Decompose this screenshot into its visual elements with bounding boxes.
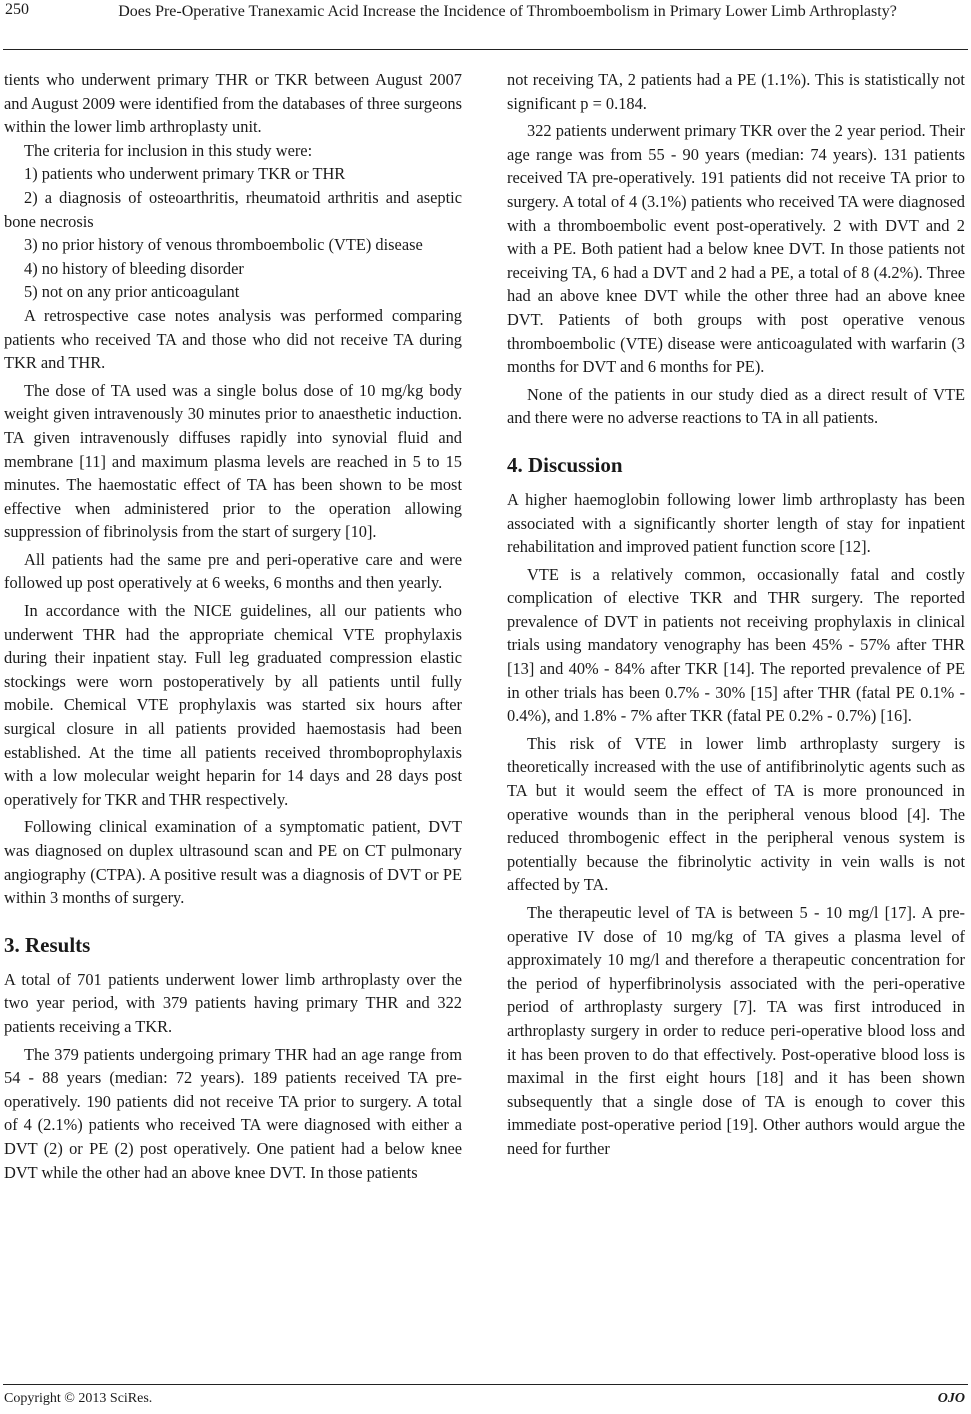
- journal-abbreviation: OJO: [937, 1391, 965, 1406]
- footer-divider: [3, 1384, 968, 1385]
- copyright-notice: Copyright © 2013 SciRes.: [4, 1391, 153, 1406]
- paragraph: All patients had the same pre and peri-operative care and were followed up post operatively at 6 weeks, 6 months and then yearly.: [4, 549, 462, 593]
- criteria-item: 1) patients who underwent primary TKR or THR: [24, 164, 346, 184]
- criteria-item: 4) no history of bleeding disorder: [24, 258, 244, 278]
- paragraph: not receiving TA, 2 patients had a PE (1.1%). This is statistically not significant p = 0.184.: [507, 70, 965, 113]
- header-divider: [3, 49, 968, 50]
- paragraph: The criteria for inclusion in this study were:: [24, 140, 313, 160]
- paragraph: This risk of VTE in lower limb arthroplasty surgery is theoretically increased with the use of antifibrinolytic agents such as TA but it would seem the effect of TA is more pronounced in operative wounds than in the peripheral venous blood [4]. The reduced thrombogenic effect in the peripheral venous system is potentially because the fibrinolytic activity in vein walls is not affected by TA.: [507, 733, 965, 895]
- page-number: 250: [5, 1, 29, 18]
- paragraph: The 379 patients undergoing primary THR had an age range from 54 - 88 years (median: 72 years). 189 patients received TA pre-operatively. 190 patients did not receive TA prior to surgery. A total of 4 (2.1%) patients who received TA were diagnosed with either a DVT (2) or PE (2) post operatively. One patient had a below knee DVT while the other had an above knee DVT. In those patients: [4, 1044, 462, 1182]
- paragraph: The dose of TA used was a single bolus dose of 10 mg/kg body weight given intravenously 30 minutes prior to anaesthetic induction. TA given intravenously diffuses rapidly into synovial fluid and membrane [11] and maximum plasma levels are reached in 5 to 15 minutes. The haemostatic effect of TA has been shown to be most effective when administered prior to the operation allowing suppression of fibrinolysis from the start of surgery [10].: [4, 380, 462, 542]
- paragraph: None of the patients in our study died as a direct result of VTE and there were no adverse reactions to TA in all patients.: [507, 384, 965, 428]
- paragraph: A total of 701 patients underwent lower limb arthroplasty over the two year period, with 379 patients having primary THR and 322 patients receiving a TKR.: [4, 969, 462, 1036]
- criteria-item: 2) a diagnosis of osteoarthritis, rheumatoid arthritis and aseptic bone necrosis: [4, 187, 462, 231]
- left-column: [4, 68, 462, 1184]
- paragraph: In accordance with the NICE guidelines, all our patients who underwent THR had the appropriate chemical VTE prophylaxis during their inpatient stay. Full leg graduated compression elastic stockings were worn postoperatively by all patients until fully mobile. Chemical VTE prophylaxis was started six hours after surgical closure in all patients provided haemostasis had been established. At the time all patients received thromboprophylaxis with a low molecular weight heparin for 14 days and 28 days post operatively for TKR and THR respectively.: [4, 601, 462, 809]
- right-column: [507, 68, 965, 1161]
- paragraph: tients who underwent primary THR or TKR between August 2007 and August 2009 were identified from the databases of three surgeons within the lower limb arthroplasty unit.: [4, 70, 462, 137]
- paragraph: VTE is a relatively common, occasionally fatal and costly complication of elective TKR and THR surgery. The reported prevalence of DVT in patients not receiving prophylaxis in clinical trials using mandatory venography has been 45% - 57% after THR [13] and 40% - 84% after TKR [14]. The reported prevalence of PE in other trials has been 0.7% - 30% [15] after THR (fatal PE 0.1% - 0.4%), and 1.8% - 7% after TKR (fatal PE 0.2% - 0.7%) [16].: [507, 564, 965, 726]
- criteria-item: 3) no prior history of venous thromboembolic (VTE) disease: [24, 235, 423, 255]
- paragraph: Following clinical examination of a symptomatic patient, DVT was diagnosed on duplex ultrasound scan and PE on CT pulmonary angiography (CTPA). A positive result was a diagnosis of DVT or PE within 3 months of surgery.: [4, 817, 462, 908]
- page-header: [0, 0, 971, 50]
- paragraph: A higher haemoglobin following lower limb arthroplasty has been associated with a significantly shorter length of stay for inpatient rehabilitation and improved patient function score [12].: [507, 489, 965, 557]
- section-heading-discussion: 4. Discussion: [507, 452, 623, 477]
- paragraph: A retrospective case notes analysis was performed comparing patients who received TA and those who did not receive TA during TKR and THR.: [4, 305, 462, 373]
- running-title: Does Pre-Operative Tranexamic Acid Increase the Incidence of Thromboembolism in Primary Lower Limb Arthroplasty?: [118, 3, 897, 20]
- criteria-item: 5) not on any prior anticoagulant: [24, 282, 240, 302]
- paragraph: 322 patients underwent primary TKR over the 2 year period. Their age range was from 55 - 90 years (median: 74 years). 131 patients received TA pre-operatively. 191 patients did not receive TA prior to surgery. A total of 4 (3.1%) patients who received TA were diagnosed with a thromboembolic event post-operatively. 2 with DVT and 2 with a PE. Both patient had a below knee DVT. In those patients not receiving TA, 6 had a DVT and 2 had a PE, a total of 8 (4.2%). Three had an above knee DVT while the other three had an above knee DVT. Patients of both groups with post operative venous thromboembolic (VTE) disease were anticoagulated with warfarin (3 months for DVT and 6 months for PE).: [507, 121, 965, 377]
- paragraph: The therapeutic level of TA is between 5 - 10 mg/l [17]. A pre-operative IV dose of 10 mg/kg of TA gives a plasma level of approximately 10 mg/l and therefore a therapeutic concentration for the period of hyperfibrinolysis associated with the peri-operative period of arthroplasty surgery [7]. TA was first introduced in arthroplasty surgery in order to reduce peri-operative blood loss and it has been proven to do that effectively. Post-operative blood loss is maximal in the first eight hours [18] and it has been shown subsequently that a single dose of TA is enough to cover this immediate post-operative period [19]. Other authors would argue the need for further: [507, 903, 965, 1158]
- section-heading-results: 3. Results: [4, 932, 91, 957]
